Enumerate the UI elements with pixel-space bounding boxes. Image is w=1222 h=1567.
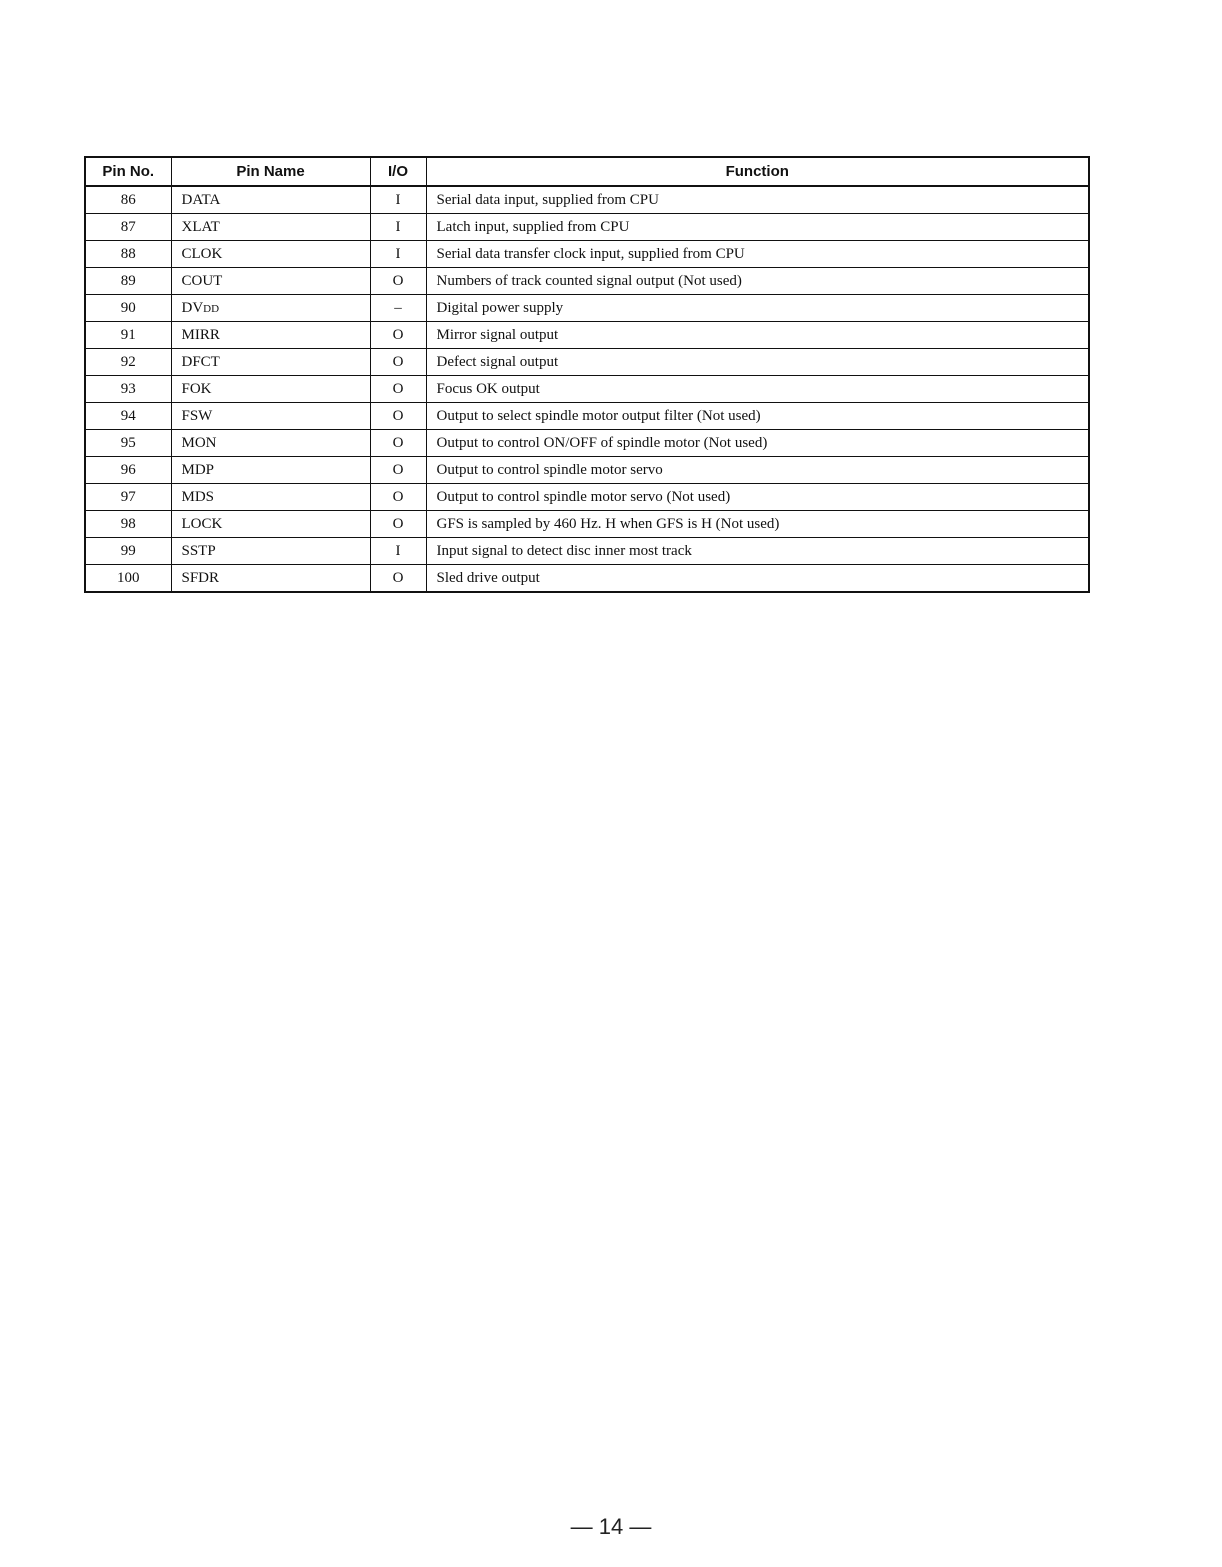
table-row [85,322,1089,349]
pin-name: MDP [171,457,370,484]
pin-number: 89 [85,268,171,295]
header-pin-no: Pin No. [85,157,171,186]
pin-name: CLOK [171,241,370,268]
pin-number: 96 [85,457,171,484]
pin-name: MDS [171,484,370,511]
pin-function: Numbers of track counted signal output (Not used) [426,268,1089,295]
table-row [85,484,1089,511]
pin-io: O [370,268,426,295]
pin-number: 92 [85,349,171,376]
pin-function: Sled drive output [426,565,1089,593]
pin-io: O [370,565,426,593]
pin-io: O [370,403,426,430]
pin-name: DATA [171,186,370,214]
pin-function: Digital power supply [426,295,1089,322]
pin-number: 99 [85,538,171,565]
pin-number: 87 [85,214,171,241]
pin-number: 100 [85,565,171,593]
table-row [85,376,1089,403]
pin-number: 93 [85,376,171,403]
pin-number: 90 [85,295,171,322]
header-pin-name: Pin Name [171,157,370,186]
pin-name: LOCK [171,511,370,538]
table-row [85,349,1089,376]
pin-function: Output to control spindle motor servo [426,457,1089,484]
pin-io: – [370,295,426,322]
pin-name: MON [171,430,370,457]
pin-number: 94 [85,403,171,430]
pin-function-table [84,156,1090,593]
table-row [85,511,1089,538]
table-row [85,538,1089,565]
pin-io: O [370,349,426,376]
pin-number: 98 [85,511,171,538]
pin-function: Focus OK output [426,376,1089,403]
pin-name [171,295,370,322]
pin-number: 86 [85,186,171,214]
pin-number: 88 [85,241,171,268]
table-row [85,186,1089,214]
pin-name: XLAT [171,214,370,241]
pin-function: Latch input, supplied from CPU [426,214,1089,241]
pin-name: SSTP [171,538,370,565]
header-row [85,157,1089,186]
pin-io: I [370,538,426,565]
pin-function: Serial data input, supplied from CPU [426,186,1089,214]
pin-function: Output to select spindle motor output filter (Not used) [426,403,1089,430]
table-row [85,430,1089,457]
pin-function: Output to control spindle motor servo (Not used) [426,484,1089,511]
table-row [85,295,1089,322]
table-row [85,457,1089,484]
header-io: I/O [370,157,426,186]
pin-name: COUT [171,268,370,295]
pin-io: I [370,214,426,241]
table-row [85,241,1089,268]
table-body [85,186,1089,592]
pin-name-subscript: DD [203,302,220,315]
pin-function: Input signal to detect disc inner most track [426,538,1089,565]
page-number: — 14 — [570,1514,652,1539]
pin-io: O [370,457,426,484]
pin-name: DFCT [171,349,370,376]
pin-name: MIRR [171,322,370,349]
pin-function: GFS is sampled by 460 Hz. H when GFS is H (Not used) [426,511,1089,538]
pin-function: Output to control ON/OFF of spindle motor (Not used) [426,430,1089,457]
pin-number: 97 [85,484,171,511]
pin-function: Defect signal output [426,349,1089,376]
pin-io: I [370,241,426,268]
pin-function: Mirror signal output [426,322,1089,349]
pin-io: O [370,376,426,403]
table-header [85,157,1089,186]
pin-name: FSW [171,403,370,430]
pin-name: FOK [171,376,370,403]
table-row [85,214,1089,241]
pin-number: 95 [85,430,171,457]
pin-io: O [370,511,426,538]
pin-name: SFDR [171,565,370,593]
table-row [85,403,1089,430]
pin-io: O [370,484,426,511]
pin-number: 91 [85,322,171,349]
header-function: Function [426,157,1089,186]
table-row [85,268,1089,295]
table-row [85,565,1089,593]
pin-io: O [370,322,426,349]
pin-name-main: DV [181,299,204,316]
pin-io: O [370,430,426,457]
pin-io: I [370,186,426,214]
pin-function: Serial data transfer clock input, supplied from CPU [426,241,1089,268]
